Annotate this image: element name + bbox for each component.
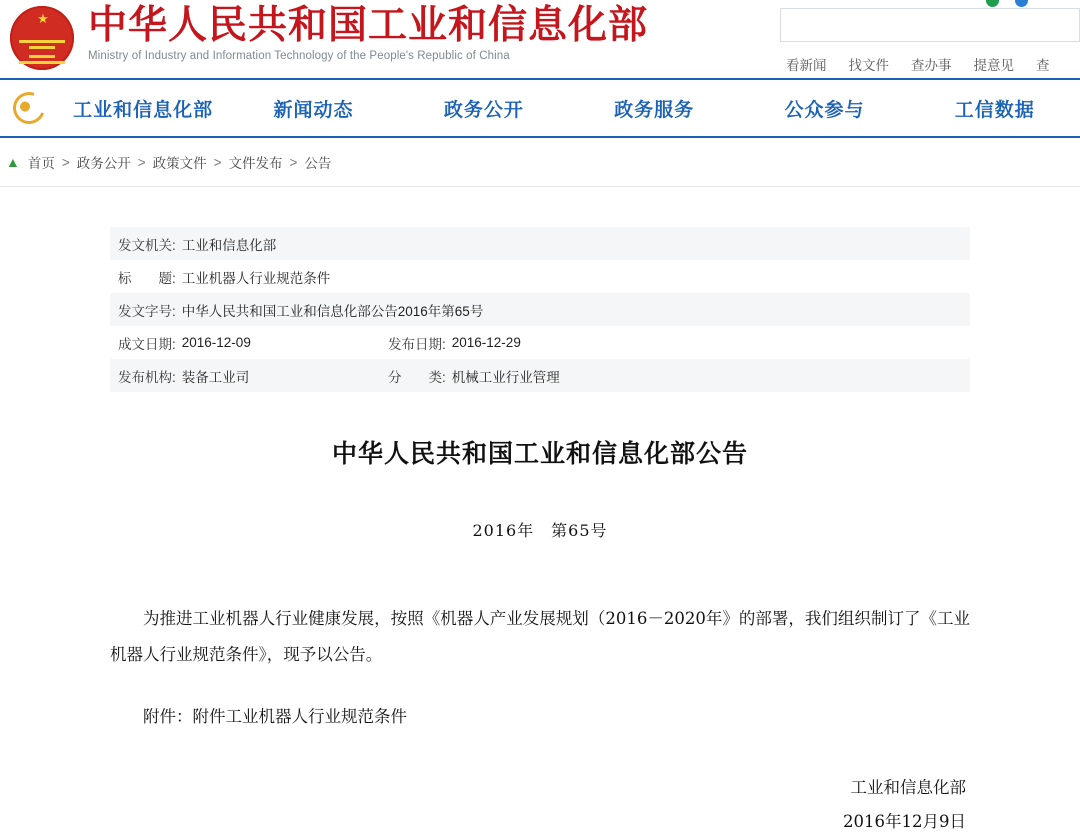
nav-item-government-services[interactable]: 政务服务: [614, 99, 695, 121]
document-paragraph: 为推进工业机器人行业健康发展，按照《机器人产业发展规划（2016－2020年》的部署，我们组织制订了《工业机器人行业规范条件》，现予以公告。: [110, 609, 970, 664]
metadata-row-dates: [110, 326, 970, 359]
metadata-value: 2016-12-29: [451, 335, 521, 350]
home-icon: ▲: [6, 154, 20, 170]
document-number: 2016年 第65号: [472, 521, 608, 540]
metadata-label: 发布机构:: [118, 369, 176, 385]
metadata-label: 发文字号:: [118, 303, 176, 319]
green-dot-icon: [986, 0, 999, 7]
breadcrumb-item-policy-documents[interactable]: 政策文件: [152, 156, 207, 171]
quick-link-feedback[interactable]: 提意见: [973, 58, 1014, 73]
main-navigation: [0, 78, 1080, 138]
search-input[interactable]: [789, 10, 1071, 40]
document-attachment[interactable]: 附件：附件工业机器人行业规范条件: [143, 707, 407, 726]
header-decorative-dots: [986, 0, 1028, 7]
document-container: [0, 227, 1080, 839]
quick-links: [780, 54, 1080, 74]
metadata-value: 中华人民共和国工业和信息化部公告2016年第65号: [181, 303, 484, 319]
miit-logo-icon: [0, 92, 58, 124]
metadata-value: 机械工业行业管理: [451, 369, 560, 385]
metadata-row-document-number: [110, 293, 970, 326]
blue-dot-icon: [1015, 0, 1028, 7]
nav-item-news[interactable]: 新闻动态: [273, 99, 354, 121]
quick-link-services[interactable]: 查办事: [911, 58, 952, 73]
breadcrumb-separator: >: [289, 154, 298, 170]
metadata-value: 2016-12-09: [181, 335, 251, 350]
breadcrumb-item-home[interactable]: 首页: [27, 156, 55, 171]
document-signature: [110, 771, 970, 839]
document-metadata-table: [110, 227, 970, 392]
metadata-row-title: [110, 260, 970, 293]
breadcrumb-item-government-affairs[interactable]: 政务公开: [76, 156, 131, 171]
breadcrumb-separator: >: [213, 154, 222, 170]
site-title: [88, 2, 648, 62]
breadcrumb: [0, 138, 1080, 187]
header-search-area: [780, 8, 1080, 74]
quick-link-files[interactable]: 找文件: [848, 58, 889, 73]
breadcrumb-item-announcement[interactable]: 公告: [304, 156, 332, 171]
nav-item-government-affairs[interactable]: 政务公开: [443, 99, 524, 121]
site-title-cn: 中华人民共和国工业和信息化部: [88, 2, 649, 48]
metadata-row-issuing-authority: [110, 227, 970, 260]
document-body: [110, 601, 970, 673]
nav-item-ministry[interactable]: 工业和信息化部: [73, 99, 214, 121]
metadata-value: 工业机器人行业规范条件: [181, 270, 331, 286]
metadata-label: 成文日期:: [118, 336, 176, 352]
nav-item-public-participation[interactable]: 公众参与: [784, 99, 865, 121]
quick-link-news[interactable]: 看新闻: [786, 58, 827, 73]
breadcrumb-separator: >: [137, 154, 146, 170]
metadata-label: 发文机关:: [118, 237, 176, 253]
site-title-en: Ministry of Industry and Information Technology of the People's Republic of China: [88, 50, 510, 62]
signature-organization: 工业和信息化部: [850, 778, 966, 797]
search-box[interactable]: [780, 8, 1080, 42]
breadcrumb-item-document-release[interactable]: 文件发布: [228, 156, 283, 171]
national-emblem-icon: ★: [10, 6, 76, 72]
metadata-value: 装备工业司: [181, 369, 250, 385]
quick-link-query[interactable]: 查: [1036, 58, 1050, 73]
nav-item-data[interactable]: 工信数据: [954, 99, 1035, 121]
metadata-label: 标 题:: [118, 270, 176, 286]
document-title: 中华人民共和国工业和信息化部公告: [331, 439, 748, 468]
site-header: [0, 0, 1080, 78]
metadata-row-publisher-category: [110, 359, 970, 392]
metadata-label: 发布日期:: [388, 336, 446, 352]
metadata-label: 分 类:: [388, 369, 446, 385]
signature-date: 2016年12月9日: [843, 812, 966, 831]
breadcrumb-separator: >: [61, 154, 70, 170]
metadata-value: 工业和信息化部: [181, 237, 277, 253]
nav-items: [58, 95, 1080, 122]
